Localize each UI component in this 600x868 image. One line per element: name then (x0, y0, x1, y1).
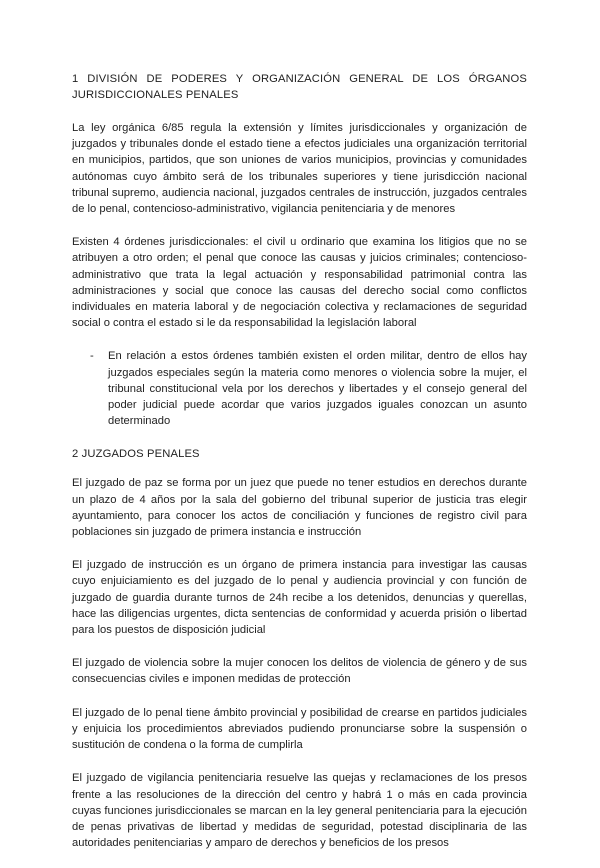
section-1-heading: 1 DIVISIÓN DE PODERES Y ORGANIZACIÓN GENERAL DE LOS ÓRGANOS JURISDICCIONALES PENALES (72, 73, 527, 101)
paragraph-juzgado-instruccion: El juzgado de instrucción es un órgano de primera instancia para investigar las causas cuyo enjuiciamiento es del juzgado de lo penal y audiencia provincial y con función de juzgado de guardia durante turnos de 24h recibe a los detenidos, denuncias y querellas, hace las diligencias urgentes, dicta sentencias de conformidad y acuerda prisión o libertad para los puestos de disposición judicial (72, 559, 527, 637)
bullet-text: En relación a estos órdenes también existen el orden militar, dentro de ellos hay juzgados especiales según la materia como menores o violencia sobre la mujer, el tribunal constitucional vela por los derechos y libertades y el consejo general del poder judicial puede acordar que varios juzgados iguales conozcan un asunto determinado (108, 350, 527, 428)
paragraph-juzgado-vigilancia: El juzgado de vigilancia penitenciaria resuelve las quejas y reclamaciones de los presos frente a las resoluciones de la dirección del centro y habrá 1 o más en cada provincia cuyas funciones jurisdiccionales se marcan en la ley general penitenciaria para la ejecución de penas privativas de libertad y medidas de seguridad, potestad disciplinaria de las autoridades penitenciarias y amparo de derechos y beneficios de los presos (72, 772, 527, 850)
paragraph-ordenes-jurisdiccionales: Existen 4 órdenes jurisdiccionales: el civil u ordinario que examina los litigios que no se atribuyen a otro orden; el penal que conoce las causas y juicios criminales; contencioso-administrativo que trata la legal actuación y responsabilidad patrimonial contra las administraciones y social que conoce las causas del derecho social como conflictos individuales en materia laboral y de negociación colectiva y reclamaciones de seguridad social o contra el estado si le da responsabilidad la legislación laboral (72, 236, 527, 330)
paragraph-juzgado-violencia: El juzgado de violencia sobre la mujer conocen los delitos de violencia de género y de sus consecuencias civiles e imponen medidas de protección (72, 657, 527, 686)
paragraph-juzgado-penal: El juzgado de lo penal tiene ámbito provincial y posibilidad de crearse en partidos judiciales y enjuicia los procedimientos abreviados pudiendo pronunciarse sobre la suspensión o sustitución de condena o la forma de cumplirla (72, 706, 527, 752)
document-body (72, 71, 527, 868)
paragraph-ley-organica: La ley orgánica 6/85 regula la extensión y límites jurisdiccionales y organización de juzgados y tribunales donde el estado tiene a efectos judiciales una organización territorial en municipios, partidos, que son uniones de varios municipios, provincias y comunidades autónomas cuyo ámbito será de los tribunales superiores y tiene jurisdicción nacional tribunal supremo, audiencia nacional, juzgados centrales de instrucción, juzgados centrales de lo penal, contencioso-administrativo, vigilancia penitenciaria y de menores (72, 122, 527, 216)
paragraph-juzgado-paz: El juzgado de paz se forma por un juez que puede no tener estudios en derechos durante un plazo de 4 años por la sala del gobierno del tribunal superior de justicia tras elegir ayuntamiento, para conocer los actos de conciliación y funciones de registro civil para poblaciones sin juzgado de primera instancia e instrucción (72, 477, 527, 539)
bullet-item (72, 348, 527, 429)
section-2-heading: 2 JUZGADOS PENALES (72, 448, 200, 461)
bullet-dash: - (90, 350, 94, 363)
